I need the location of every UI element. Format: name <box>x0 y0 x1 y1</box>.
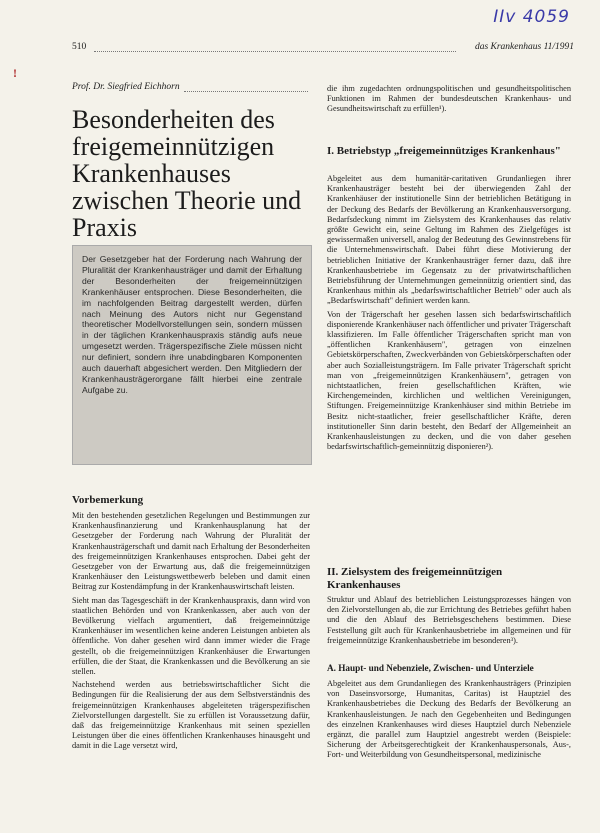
page-header <box>72 42 574 55</box>
paragraph: Abgeleitet aus dem humanitär-caritativen Grundanliegen ihrer Krankenhausträger besteht bei der überwiegenden Zahl der Krankenhäuser der institutionelle Sinn der betrieblichen Betätigung in der Deckung des Bedarfs der Bevölkerung an Krankenhausversorgung. Bedarfsdeckung nimmt im Zielsystem des Krankenhauses das relativ größte Gewicht ein, seine Geltung im Rahmen des Zielgefüges ist gewissermaßen universell, analog der Bedeutung des Gewinnstrebens für die Unternehmenswirtschaft. Dabei führt diese Motivierung der betrieblichen Initiative der Krankenhausträger ferner dazu, daß ihre Krankenhausbetriebe im Gegensatz zu der privatwirtschaftlichen Betriebsführung der Unternehmungen gemeinnützig orientiert sind, das Krankenhaus mithin als „bedarfswirtschaftlicher Betrieb" oder auch als „Bedarfswirtschaft" definiert werden kann. <box>327 174 571 306</box>
right-column-intro <box>327 84 571 115</box>
right-column-section2-body <box>327 595 571 646</box>
paragraph: Nachstehend werden aus betriebswirtschaftlicher Sicht die Bedingungen für die Realisierung der aus dem Selbstverständnis des freigemeinnützigen Krankenhauses abgeleiteten trägerspezifischen Zielvorstellungen dargestellt. Sie zu erfüllen ist Voraussetzung dafür, daß das freigemeinnützige Krankenhaus mit seinen speziellen Leistungen über die eines öffentlichen Krankenhauses hinausgeht und damit in die Lage versetzt wird, <box>72 680 310 751</box>
article-title: Besonderheiten des freigemeinnützigen Krankenhauses zwischen Theorie und Praxis <box>72 105 302 242</box>
handwritten-note: IIv 4059 <box>493 7 570 27</box>
paragraph: Mit den bestehenden gesetzlichen Regelungen und Bestimmungen zur Krankenhausfinanzierung und Krankenhausplanung hat der Gesetzgeber der Forderung nach Wahrung der Pluralität der Krankenhausträgerschaft und damit nach Erhaltung der Besonderheiten des freigemeinnützigen Krankenhauses entsprochen. Dabei geht der Gesetzgeber von der Erwartung aus, daß die freigemeinnützigen Krankenhäuser den Leistungswettbewerb beleben und damit einen Beitrag zur Kostendämpfung in der Krankenhauswirtschaft leisten. <box>72 511 310 592</box>
author-name: Prof. Dr. Siegfried Eichhorn <box>72 82 180 92</box>
section-heading-zielsystem: II. Zielsystem des freigemeinnützigen Krankenhauses <box>327 566 503 591</box>
left-column-body <box>72 511 310 752</box>
author-rule <box>184 91 308 92</box>
paragraph: Sieht man das Tagesgeschäft in der Krankenhauspraxis, dann wird von staatlichen Behörden und von Krankenkassen, aber auch von der Bevölkerung vielfach argumentiert, daß freigemeinnützige Krankenhäuser im wesentlichen keine anderen Leistungen anbieten als öffentliche. Von daher gesehen wird dann immer wieder die Frage gestellt, ob die freigemeinnützigen Krankenhäuser die Erwartungen erfüllen, die der Staat, die Krankenkassen und die Bevölkerung an sie stellen. <box>72 595 310 677</box>
right-column-section1-body <box>327 174 571 452</box>
subsection-heading: A. Haupt- und Nebenziele, Zwischen- und Unterziele <box>327 663 534 673</box>
author-line <box>72 82 308 92</box>
paragraph: die ihm zugedachten ordnungspolitischen und gesundheitspolitischen Funktionen im Rahmen der bundesdeutschen Krankenhaus- und Gesundheitswirtschaft zu erfüllen¹). <box>327 84 571 114</box>
header-rule <box>94 51 456 52</box>
section-heading-betriebstyp: I. Betriebstyp „freigemeinnütziges Krankenhaus" <box>327 145 561 157</box>
abstract-box <box>72 245 312 465</box>
abstract-text: Der Gesetzgeber hat der Forderung nach Wahrung der Pluralität der Krankenhausträger und damit der Erhaltung der Besonderheiten der freigemeinnützigen Krankenhäuser entsprochen. Diese Besonderheiten, die im nachfolgenden Beitrag dargestellt werden, dürfen nach Meinung des Autors nicht nur Gegenstand theoretischer Modellvorstellungen sein, sondern müssen in der täglichen Krankenhauspraxis ständig aufs neue umgesetzt werden. Trägerspezifische Ziele müssen nicht nur definiert, sondern ihre unabdingbaren Komponenten auch dauerhaft abgesichert werden. Den Mitgliedern der Krankenhausträgerorgane fällt hierbei eine zentrale Aufgabe zu. <box>82 254 302 395</box>
paragraph: Abgeleitet aus dem Grundanliegen des Krankenhausträgers (Prinzipien von Daseinsvorsorge, Humanitas, Caritas) ist Hauptziel des Krankenhausbetriebes die Deckung des Bedarfs der Bevölkerung an Krankenhausleistungen. Je nach den Gegebenheiten und Bedingungen des einzelnen Krankenhauses wird dieses Hauptziel durch Nebenziele ergänzt, die parallel zum Hauptziel angestrebt werden (Beispiele: Sicherung der Arbeitsgerechtigkeit der Krankenhauspersonals, Aus-, Fort- und Weiterbildung von Gesundheitspersonal, medizinische <box>327 679 571 760</box>
page-number: 510 <box>72 42 87 52</box>
paragraph: Von der Trägerschaft her gesehen lassen sich bedarfswirtschaftlich disponierende Krankenhäuser nach öffentlicher und privater Trägerschaft klassifizieren. Im Falle öffentlicher Trägerschaften spricht man von „öffentlichen Krankenhäusern", getragen von einzelnen Gebietskörperschaften, Zweckverbänden von Gebietskörperschaften oder aber auch Sozialleistungsträgern. Im Falle privater Trägerschaft spricht man von „freigemeinnützigen Krankenhäusern", getragen von nichtstaatlichen, freien gesellschaftlichen Kräften, wie Kirchengemeinden, kirchlichen und weltlichen Vereinigungen, Stiftungen. Freigemeinnützige Krankenhäuser sind mithin Betriebe im Besitz nicht-staatlicher, freier gesellschaftlicher Kräfte, deren institutioneller Sinn darin besteht, den Bedarf der Allgemeinheit an Krankenhausleistungen zu decken, und die von daher gesehen bedarfswirtschaftlich-gemeinnützig disponieren²). <box>327 309 571 452</box>
margin-mark: ! <box>13 66 17 80</box>
paragraph: Struktur und Ablauf des betrieblichen Leistungsprozesses hängen von den Zielvorstellungen ab, die zur Errichtung des Betriebes geführt haben und die den Ablauf des Betriebsgeschehens bestimmen. Diese Feststellung gilt auch für Krankenhausbetriebe im allgemeinen und für freigemeinnützige Krankenhausbetriebe im besonderen³). <box>327 595 571 645</box>
right-column-subsection-body <box>327 679 571 761</box>
journal-name: das Krankenhaus 11/1991 <box>474 42 574 52</box>
section-heading-vorbemerkung: Vorbemerkung <box>72 494 144 506</box>
